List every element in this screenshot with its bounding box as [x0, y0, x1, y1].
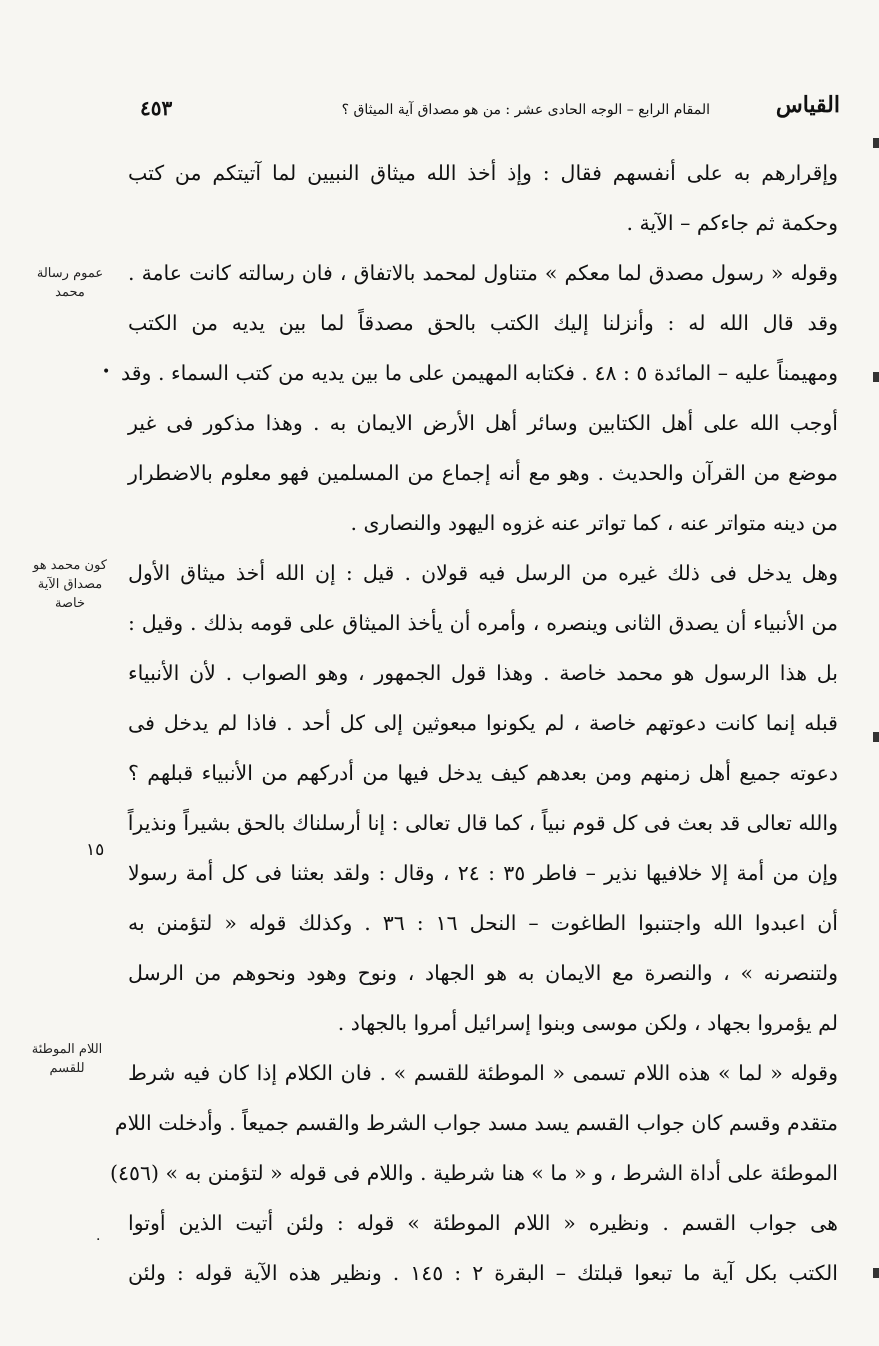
text-line: وقوله « رسول مصدق لما معكم » متناول لمحمد بالاتفاق ، فان رسالته كانت عامة . [128, 261, 838, 285]
text-line: موضع من القرآن والحديث . وهو مع أنه إجماع من المسلمين فهو معلوم بالاضطرار [128, 461, 838, 485]
page-header [140, 92, 840, 132]
margin-note-universal-message: عموم رسالة محمد [36, 266, 104, 300]
text-line: بل هذا الرسول هو محمد خاصة . وهذا قول الجمهور ، وهو الصواب . لأن الأنبياء [128, 661, 838, 685]
text-line: متقدم وقسم كان جواب القسم يسد مسد جواب الشرط والقسم جميعاً . وأدخلت اللام [114, 1111, 838, 1135]
margin-note-oath-lam: اللام الموطئة للقسم [31, 1042, 103, 1076]
edge-mark [873, 1268, 879, 1278]
text-line: من الأنبياء أن يصدق الثانى وينصره ، وأمره أن يأخذ الميثاق على قومه بذلك . وقيل : [128, 611, 838, 635]
text-line: وإقرارهم به على أنفسهم فقال : وإذ أخذ الله ميثاق النبيين لما آتيتكم من كتب [128, 161, 838, 185]
text-line: قبله إنما كانت دعوتهم خاصة ، لم يكونوا مبعوثين إلى كل أحد . فاذا لم يدخل فى [128, 711, 838, 735]
text-line: دعوته جميع أهل زمنهم ومن بعدهم كيف يدخل فيها من أدركهم من الأنبياء قبلهم ؟ [128, 761, 838, 785]
text-line: ولتنصرنه » ، والنصرة مع الايمان به هو الجهاد ، ونوح وهود ونحوهم من الرسل [128, 961, 838, 985]
text-line: وقد قال الله له : وأنزلنا إليك الكتب بالحق مصدقاً لما بين يديه من الكتب [128, 311, 838, 335]
text-line: ومهيمناً عليه – المائدة ٥ : ٤٨ . فكتابه المهيمن على ما بين يديه من كتب السماء . وقد [120, 361, 838, 385]
margin-dot: • [102, 364, 111, 380]
text-line: وإن من أمة إلا خلافيها نذير – فاطر ٣٥ : ٢٤ ، وقال : ولقد بعثنا فى كل أمة رسولا [128, 861, 838, 885]
text-line: هى جواب القسم . ونظيره « اللام الموطئة » قوله : ولئن أتيت الذين أوتوا [128, 1211, 838, 1235]
text-line: أن اعبدوا الله واجتنبوا الطاغوت – النحل ١٦ : ٣٦ . وكذلك قوله « لتؤمنن به [128, 911, 838, 935]
edge-mark [873, 138, 879, 148]
running-header: المقام الرابع – الوجه الحادى عشر : من هو مصداق آية الميثاق ؟ [341, 102, 710, 118]
body-text [109, 148, 838, 1298]
edge-mark [873, 732, 879, 742]
text-line: الكتب بكل آية ما تبعوا قبلتك – البقرة ٢ : ١٤٥ . ونظير هذه الآية قوله : ولئن [128, 1261, 838, 1285]
text-line: الموطئة على أداة الشرط ، و « ما » هنا شرطية . واللام فى قوله « لتؤمنن به » (٤٥٦) [109, 1161, 838, 1185]
text-line: وحكمة ثم جاءكم – الآية . [626, 211, 838, 235]
text-line: لم يؤمروا بجهاد ، ولكن موسى وبنوا إسرائيل أمروا بالجهاد . [337, 1011, 838, 1035]
text-line: وهل يدخل فى ذلك غيره من الرسل فيه قولان . قيل : إن الله أخذ ميثاق الأول [128, 561, 838, 585]
edge-mark [873, 372, 879, 382]
text-line: والله تعالى قد بعث فى كل قوم نبياً ، كما قال تعالى : إنا أرسلناك بالحق بشيراً ونذيراً [127, 811, 838, 835]
line-number: ١٥ [86, 840, 105, 860]
page-number: ٤٥٣ [140, 96, 173, 120]
margin-dot: · [96, 1232, 101, 1248]
text-line: أوجب الله على أهل الكتابين وسائر أهل الأرض الايمان به . وهذا مذكور فى غير [128, 411, 838, 435]
book-title: القياس [775, 92, 840, 118]
margin-note-verse-referent: كون محمد هو مصداق الآية خاصة [33, 558, 107, 611]
text-line: وقوله « لما » هذه اللام تسمى « الموطئة للقسم » . فان الكلام إذا كان فيه شرط [128, 1061, 838, 1085]
text-line: من دينه متواتر عنه ، كما تواتر عنه غزوه اليهود والنصارى . [350, 511, 838, 535]
